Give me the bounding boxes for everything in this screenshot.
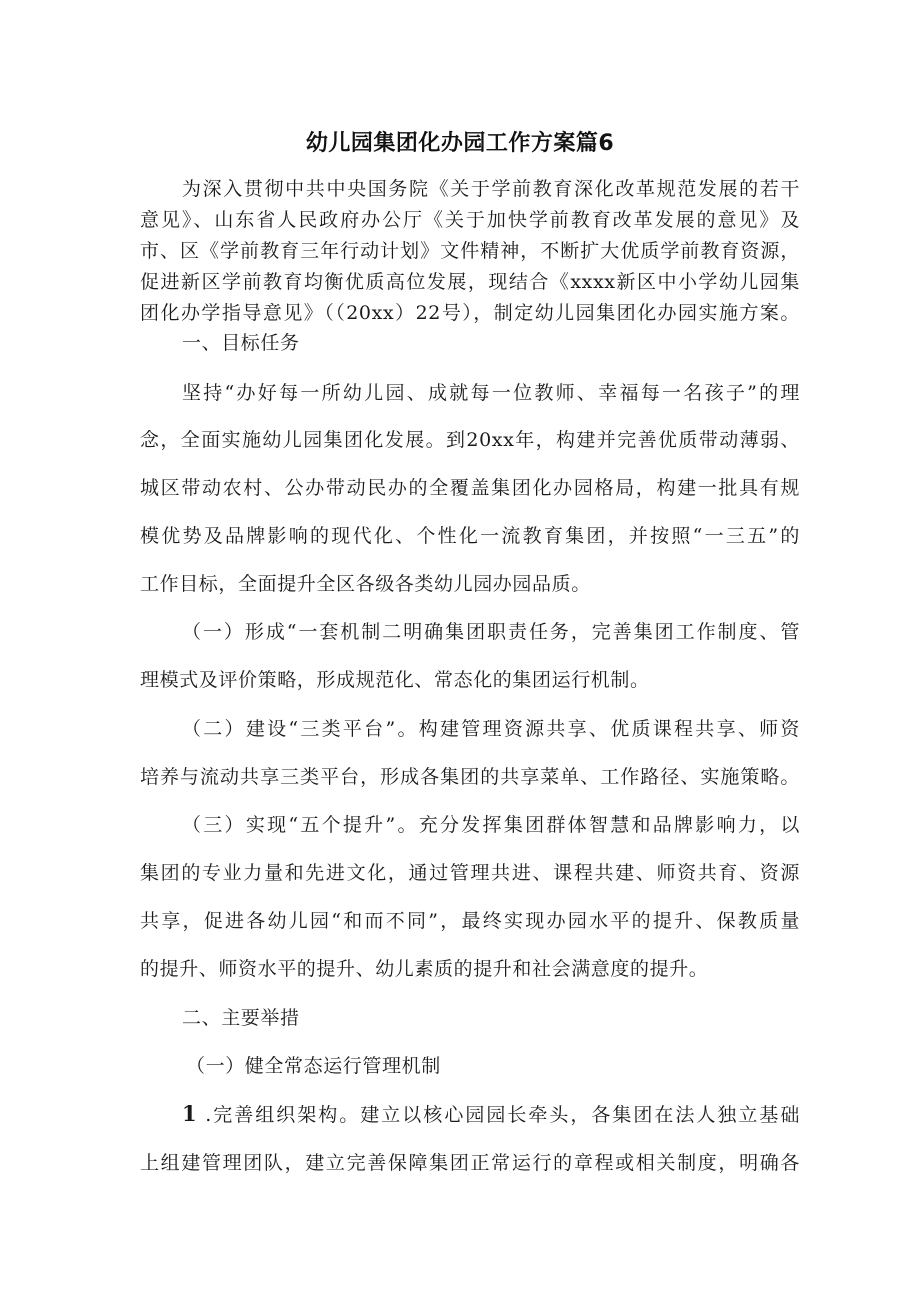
intro-line-3: 市、区《学前教育三年行动计划》文件精神，不断扩大优质学前教育资源， bbox=[140, 240, 800, 262]
item-three-line-3: 共享，促进各幼儿园“和而不同”，最终实现办园水平的提升、保教质量 bbox=[140, 910, 800, 932]
intro-line-4: 促进新区学前教育均衡优质高位发展，现结合《xxxx新区中小学幼儿园集 bbox=[140, 271, 800, 293]
goals-line-3: 城区带动农村、公办带动民办的全覆盖集团化办园格局，构建一批具有规 bbox=[140, 477, 800, 499]
goals-line-2: 念，全面实施幼儿园集团化发展。到20xx年，构建并完善优质带动薄弱、 bbox=[140, 429, 800, 451]
item-two-line-2: 培养与流动共享三类平台，形成各集团的共享菜单、工作路径、实施策略。 bbox=[140, 766, 800, 788]
item-two-line-1: （二）建设“三类平台”。构建管理资源共享、优质课程共享、师资 bbox=[182, 718, 800, 740]
item-three-line-1: （三）实现“五个提升”。充分发挥集团群体智慧和品牌影响力，以 bbox=[182, 814, 800, 836]
point-one-line-2: 上组建管理团队，建立完善保障集团正常运行的章程或相关制度，明确各 bbox=[140, 1152, 800, 1174]
subsection-heading-mechanism: （一）健全常态运行管理机制 bbox=[186, 1055, 441, 1077]
item-three-line-4: 的提升、师资水平的提升、幼儿素质的提升和社会满意度的提升。 bbox=[140, 958, 709, 980]
point-one-line-1 bbox=[182, 1101, 800, 1128]
intro-line-2: 意见》、山东省人民政府办公厅《关于加快学前教育改革发展的意见》及 bbox=[140, 209, 800, 231]
section-heading-goals: 一、目标任务 bbox=[182, 332, 300, 354]
section-heading-measures: 二、主要举措 bbox=[182, 1007, 300, 1029]
goals-line-1: 坚持“办好每一所幼儿园、成就每一位教师、幸福每一名孩子”的理 bbox=[182, 382, 800, 404]
goals-line-4: 模优势及品牌影响的现代化、个性化一流教育集团，并按照“一三五”的 bbox=[140, 525, 800, 547]
item-one-line-1: （一）形成“一套机制二明确集团职责任务，完善集团工作制度、管 bbox=[182, 621, 800, 643]
document-title: 幼儿园集团化办园工作方案篇6 bbox=[305, 131, 615, 156]
intro-line-5: 团化办学指导意见》（（20xx）22号），制定幼儿园集团化办园实施方案。 bbox=[140, 302, 800, 324]
intro-line-1: 为深入贯彻中共中央国务院《关于学前教育深化改革规范发展的若干 bbox=[182, 178, 800, 200]
point-one-number: 1 bbox=[182, 1101, 198, 1126]
item-one-line-2: 理模式及评价策略，形成规范化、常态化的集团运行机制。 bbox=[140, 669, 650, 691]
goals-line-5: 工作目标，全面提升全区各级各类幼儿园办园品质。 bbox=[140, 573, 591, 595]
point-one-text: .完善组织架构。建立以核心园园长牵头，各集团在法人独立基础 bbox=[205, 1104, 800, 1126]
item-three-line-2: 集团的专业力量和先进文化，通过管理共进、课程共建、师资共育、资源 bbox=[140, 862, 800, 884]
